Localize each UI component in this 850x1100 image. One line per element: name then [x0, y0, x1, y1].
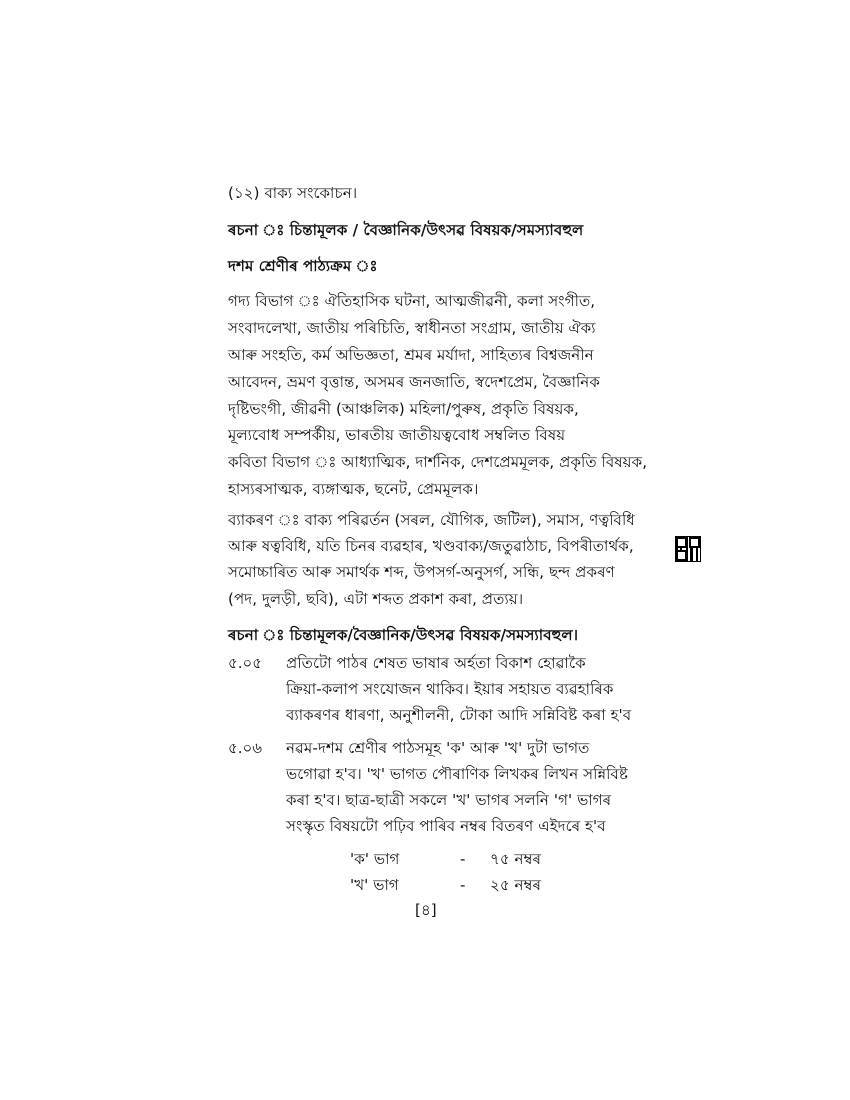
marks-dash-kha: -	[460, 876, 466, 894]
gadya-line-4: আবেদন, ভ্ৰমণ বৃত্তান্ত, অসমৰ জনজাতি, স্বদেশপ্ৰেম, বৈজ্ঞানিক	[228, 373, 600, 391]
byakaran-line-2: আৰু ষত্ববিধি, যতি চিনৰ ব্যৱহাৰ, খণ্ডবাক্য/জতুৱাঠাচ, বিপৰীতাৰ্থক,	[228, 537, 634, 555]
gadya-line-2: সংবাদলেখা, জাতীয় পৰিচিতি, স্বাধীনতা সংগ্ৰাম, জাতীয় ঐক্য	[228, 319, 596, 337]
item-506-line-2: ভগোৱা হ'ব। 'খ' ভাগত পৌৰাণিক লিখকৰ লিখন সন্নিবিষ্ট	[286, 765, 628, 783]
item-number-505: ৫.০৫	[228, 654, 262, 672]
gadya-line-3: আৰু সংহতি, কৰ্ম অভিজ্ঞতা, শ্ৰমৰ মৰ্যাদা, সাহিত্যৰ বিশ্বজনীন	[228, 346, 594, 364]
item-505-line-2: ক্ৰিয়া-কলাপ সংযোজন থাকিব। ইয়াৰ সহায়ত ব্যৱহাৰিক	[286, 680, 614, 698]
item-505-line-3: ব্যাকৰণৰ ধাৰণা, অনুশীলনী, টোকা আদি সন্নিবিষ্ট কৰা হ'ব	[286, 706, 632, 724]
item-506-line-4: সংস্কৃত বিষয়টো পঢ়িব পাৰিব নম্বৰ বিতৰণ এইদৰে হ'ব	[286, 817, 606, 835]
item-number-506: ৫.০৬	[228, 739, 263, 757]
kabita-line-2: হাস্যৰসাত্মক, ব্যঙ্গাত্মক, ছনেট, প্ৰেমমূলক।	[228, 480, 479, 498]
qr-code-icon	[676, 537, 700, 561]
byakaran-line-3: সমোচ্চাৰিত আৰু সমাৰ্থক শব্দ, উপসৰ্গ-অনুসৰ্গ, সন্ধি, ছন্দ প্ৰকৰণ	[228, 563, 615, 581]
marks-dash-ka: -	[460, 850, 466, 868]
item-12-text: (১২) বাক্য সংকোচন।	[228, 184, 358, 202]
byakaran-line-4: (পদ, দুলড়ী, ছবি), এটা শব্দত প্ৰকাশ কৰা, প্ৰত্যয়।	[228, 590, 524, 608]
item-506-line-1: নৱম-দশম শ্ৰেণীৰ পাঠসমূহ 'ক' আৰু 'খ' দুটা ভাগত	[286, 739, 590, 757]
page-number: [৪]	[415, 901, 437, 919]
dasham-heading: দশম শ্ৰেণীৰ পাঠ্যক্ৰম ঃ	[228, 257, 378, 275]
item-505-line-1: প্ৰতিটো পাঠৰ শেষত ভাষাৰ অৰ্হতা বিকাশ হোৱাকৈ	[286, 654, 586, 672]
gadya-line-5: দৃষ্টিভংগী, জীৱনী (আঞ্চলিক) মহিলা/পুৰুষ, প্ৰকৃতি বিষয়ক,	[228, 400, 579, 418]
gadya-line-1: গদ্য বিভাগ ঃ ঐতিহাসিক ঘটনা, আত্মজীৱনী, কলা সংগীত,	[228, 292, 596, 310]
marks-part-kha: 'খ' ভাগ	[350, 876, 399, 894]
item-506-line-3: কৰা হ'ব। ছাত্ৰ-ছাত্ৰী সকলে 'খ' ভাগৰ সলনি 'গ' ভাগৰ	[286, 791, 612, 809]
marks-value-kha: ২৫ নম্বৰ	[490, 876, 542, 894]
byakaran-line-1: ব্যাকৰণ ঃ বাক্য পৰিৱৰ্তন (সৰল, যৌগিক, জটিল), সমাস, ণত্ববিধি	[228, 511, 635, 529]
gadya-line-6: মূল্যবোধ সম্পৰ্কীয়, ভাৰতীয় জাতীয়ত্ববোধ সম্বলিত বিষয়	[228, 426, 566, 444]
kabita-line-1: কবিতা বিভাগ ঃ আধ্যাত্মিক, দাৰ্শনিক, দেশপ্ৰেমমূলক, প্ৰকৃতি বিষয়ক,	[228, 453, 648, 471]
rachana-line-1: ৰচনা ঃ চিন্তামূলক / বৈজ্ঞানিক/উৎসৱ বিষয়ক/সমস্যাবহুল	[228, 221, 584, 239]
rachana-line-2: ৰচনা ঃ চিন্তামূলক/বৈজ্ঞানিক/উৎসৱ বিষয়ক/সমস্যাবহুল।	[228, 626, 579, 644]
marks-value-ka: ৭৫ নম্বৰ	[490, 850, 542, 868]
marks-part-ka: 'ক' ভাগ	[350, 850, 400, 868]
